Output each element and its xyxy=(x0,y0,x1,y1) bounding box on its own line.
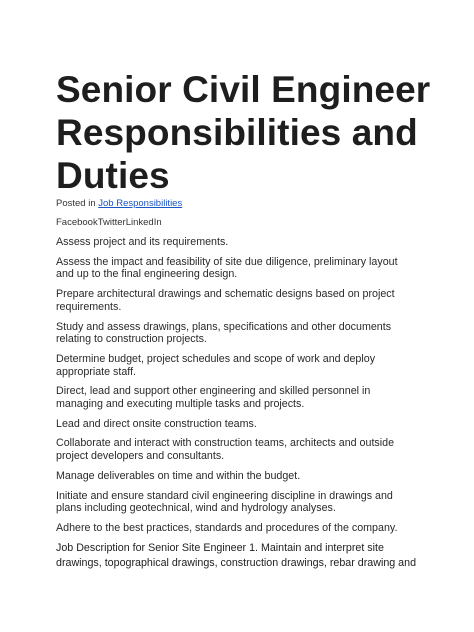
responsibility-item: Assess project and its requirements. xyxy=(56,236,229,248)
responsibility-item: Manage deliverables on time and within the budget. xyxy=(56,469,301,482)
responsibility-item: Initiate and ensure standard civil engineering discipline in drawings and plans including geotechnical, wind and hydrology analyses. xyxy=(56,489,393,515)
page-title: Senior Civil Engineer Responsibilities and Duties xyxy=(56,69,431,196)
responsibilities-list xyxy=(56,236,416,542)
responsibility-item: Determine budget, project schedules and scope of work and deploy appropriate staff. xyxy=(56,352,376,378)
social-share-links[interactable]: FacebookTwitterLinkedIn xyxy=(56,217,162,228)
responsibility-item: Prepare architectural drawings and schematic designs based on project requirements. xyxy=(56,288,395,313)
posted-in-label: Posted in xyxy=(56,198,99,209)
responsibility-item: Study and assess drawings, plans, specifications and other documents relating to construction projects. xyxy=(56,320,392,346)
responsibility-item: Direct, lead and support other engineering and skilled personnel in managing and executing multiple tasks and projects. xyxy=(56,385,371,410)
responsibility-item: Collaborate and interact with construction teams, architects and outside project developers and consultants. xyxy=(56,437,395,463)
job-description-paragraph: Job Description for Senior Site Engineer 1. Maintain and interpret site drawings, topographical drawings, construction drawings, rebar drawing and xyxy=(56,542,417,569)
posted-in-line xyxy=(56,198,182,209)
job-responsibilities-link[interactable]: Job Responsibilities xyxy=(98,198,183,209)
responsibility-item: Adhere to the best practices, standards and procedures of the company. xyxy=(56,521,398,534)
responsibility-item: Lead and direct onsite construction teams. xyxy=(56,417,257,430)
responsibility-item: Assess the impact and feasibility of site due diligence, preliminary layout and up to the final engineering design. xyxy=(56,255,398,281)
